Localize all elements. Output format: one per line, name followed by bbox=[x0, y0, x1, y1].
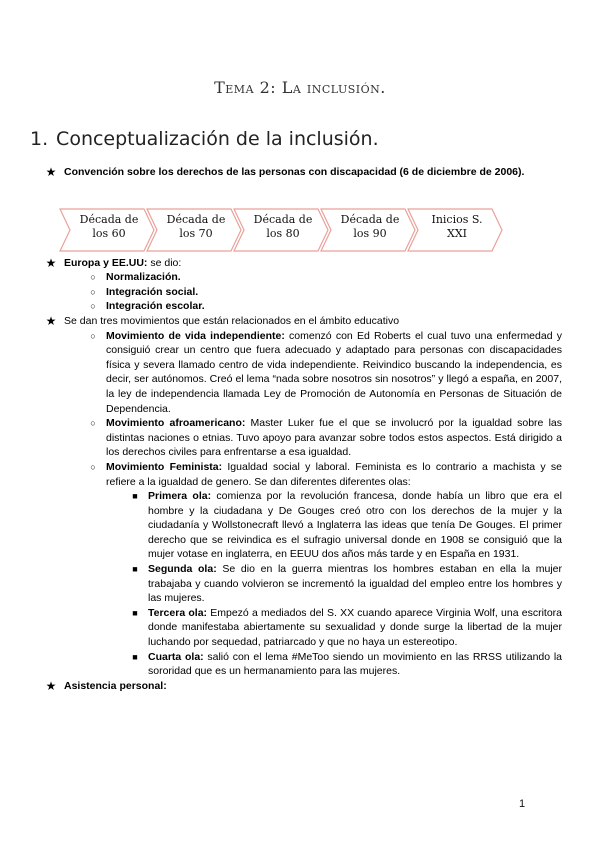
wave-label: Cuarta ola: bbox=[148, 650, 204, 663]
wave-label: Primera ola: bbox=[148, 490, 212, 503]
timeline-diagram bbox=[58, 182, 562, 240]
movement-label: Movimiento afroamericano: bbox=[106, 417, 246, 430]
movement-text: comenzó con Ed Roberts el cual tuvo una enfermedad y consiguió crear un centro que fuera adecuado y adaptado para personas con discapacidades física y severa llamado centro de vida independiente. Reivindico buscando la independencia, es decir, ser autónomos. Creó el lema “nada sobre nosotros sin nosotros” y llegó a españa, en 2007, la ley de independencia llamada Ley de Promoción de Autonomía en Personas de Situación de Dependencia. bbox=[106, 329, 562, 415]
list-item-movements bbox=[44, 314, 562, 679]
timeline-step bbox=[58, 208, 156, 252]
timeline-label: Década de los 80 bbox=[253, 212, 313, 240]
circle-bullet-icon: ○ bbox=[90, 286, 96, 297]
waves-list bbox=[106, 489, 562, 679]
movements-intro: Se dan tres movimientos que están relacionados en el ámbito educativo bbox=[64, 314, 400, 327]
page-number: 1 bbox=[519, 798, 526, 810]
asistencia-text: Asistencia personal: bbox=[64, 679, 167, 692]
wave-label: Segunda ola: bbox=[148, 563, 217, 576]
star-bullet-icon: ★ bbox=[45, 255, 57, 270]
list-item-convention bbox=[44, 165, 562, 240]
list-item-feminista bbox=[86, 460, 562, 679]
list-item-vida-independiente bbox=[86, 329, 562, 417]
list-item-wave bbox=[128, 562, 562, 606]
europa-list bbox=[64, 270, 562, 314]
circle-bullet-icon: ○ bbox=[90, 330, 96, 341]
movement-label: Movimiento Feminista: bbox=[106, 460, 223, 473]
square-bullet-icon: ■ bbox=[132, 607, 138, 618]
wave-text: Empezó a mediados del S. XX cuando aparece Virginia Wolf, una escritora donde manifestaba abiertamente su sexualidad y donde surge la libertad de la mujer luchando por sequedad, patriarcado y que no haya un estereotipo. bbox=[148, 606, 563, 649]
circle-bullet-icon: ○ bbox=[90, 461, 96, 472]
europa-item: Integración social. bbox=[106, 285, 199, 298]
movement-text: Igualdad social y laboral. Feminista es lo contrario a machista y se refiere a la igualdad de genero. Se dan diferentes diferentes olas: bbox=[106, 460, 562, 488]
timeline-label: Década de los 90 bbox=[340, 212, 400, 240]
list-item-wave bbox=[128, 606, 562, 650]
square-bullet-icon: ■ bbox=[132, 651, 138, 662]
timeline-label: Inicios S. XXI bbox=[431, 212, 483, 240]
timeline-step bbox=[232, 208, 330, 252]
wave-label: Tercera ola: bbox=[148, 606, 208, 619]
list-item-afroamericano bbox=[86, 416, 562, 460]
wave-text: comienza por la revolución francesa, donde había un libro que era el hombre y la ciudadana y De Gouges creó otro con los derechos de la mujer y la ciudadanía y Wollstonecraft llevó a Inglaterra las ideas que tenía De Gouges. El primer derecho que se reivindica es el sufragio universal donde en 1908 se consiguió que la mujer votase en inglaterra, en EEUU dos años más tarde y en España en 1931. bbox=[148, 490, 562, 561]
movement-label: Movimiento de vida independiente: bbox=[106, 329, 285, 342]
list-item-asistencia bbox=[44, 679, 562, 694]
list-item-wave bbox=[128, 650, 562, 679]
europa-item: Normalización. bbox=[106, 271, 181, 284]
section-number: 1. bbox=[30, 128, 49, 150]
timeline-step bbox=[145, 208, 243, 252]
wave-text: Se dio en la guerra mientras los hombres estaban en ella la mujer trabajaba y cuando volvieron se incrementó la igualdad del empleo entre los hombres y las mujeres. bbox=[148, 563, 562, 605]
timeline-step bbox=[406, 208, 504, 252]
circle-bullet-icon: ○ bbox=[90, 418, 96, 429]
page-title: Tema 2: La inclusión. bbox=[214, 78, 386, 97]
square-bullet-icon: ■ bbox=[132, 564, 138, 575]
circle-bullet-icon: ○ bbox=[90, 301, 96, 312]
star-bullet-icon: ★ bbox=[45, 313, 57, 328]
timeline-step bbox=[319, 208, 417, 252]
movements-list bbox=[64, 329, 562, 679]
list-item-wave bbox=[128, 489, 562, 562]
document-body bbox=[44, 165, 562, 693]
timeline-label: Década de los 60 bbox=[79, 212, 139, 240]
list-item-europa bbox=[44, 256, 562, 314]
convention-text: Convención sobre los derechos de las personas con discapacidad (6 de diciembre de 2006). bbox=[64, 166, 525, 178]
square-bullet-icon: ■ bbox=[132, 491, 138, 502]
europa-text: se dio: bbox=[147, 256, 182, 269]
star-bullet-icon: ★ bbox=[45, 678, 57, 693]
list-item bbox=[86, 270, 562, 285]
section-heading bbox=[30, 128, 379, 150]
list-item bbox=[86, 299, 562, 314]
movement-text: Master Luker fue el que se involucró por la igualdad sobre las distintas naciones o etnias. Tuvo apoyo para avanzar sobre todos estos aspectos. Está dirigido a los derechos civiles para enfrentarse a esa igualdad. bbox=[106, 417, 562, 459]
europa-item: Integración escolar. bbox=[106, 300, 205, 313]
main-list bbox=[44, 165, 562, 693]
europa-label: Europa y EE.UU: bbox=[64, 256, 148, 269]
timeline-label: Década de los 70 bbox=[166, 212, 226, 240]
circle-bullet-icon: ○ bbox=[90, 272, 96, 283]
star-bullet-icon: ★ bbox=[45, 165, 57, 179]
wave-text: salió con el lema #MeToo siendo un movimiento en las RRSS utilizando la sororidad que es un hermanamiento para las mujeres. bbox=[148, 650, 562, 678]
section-title: Conceptualización de la inclusión. bbox=[56, 128, 379, 150]
list-item bbox=[86, 285, 562, 300]
